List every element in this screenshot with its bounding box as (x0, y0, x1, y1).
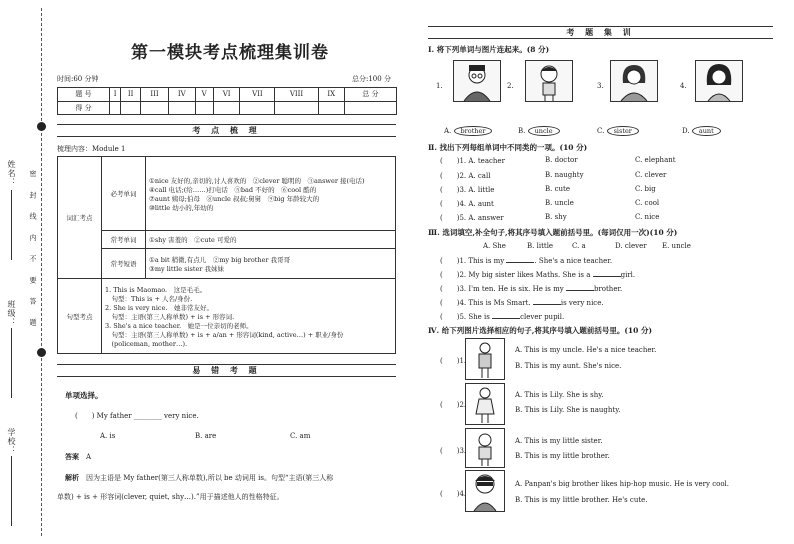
q3-row[interactable]: ( )5. She is clever pupil. (440, 313, 565, 321)
score-cell: VIII (275, 88, 318, 102)
q4-num[interactable]: ( )4. (440, 490, 467, 498)
score-cell: IX (318, 88, 344, 102)
total-score: 总分:100 分 (352, 75, 391, 83)
man-glasses-picture (453, 60, 501, 102)
score-input[interactable] (344, 101, 396, 115)
answer-blank (566, 290, 594, 291)
q2-option: C. big (635, 185, 656, 193)
phrase-line: ①a bit 稍微,有点儿 ②my big brother 我哥哥 (149, 255, 291, 264)
common-phrases-label: 常考短语 (102, 249, 146, 279)
q2-option: B. shy (545, 213, 567, 221)
word-oval: aunt (692, 126, 721, 136)
analysis-text: 单数) + is + 形容词(clever, quiet, shy…).”用于描述他人的性格特征。 (57, 493, 284, 501)
banner-text: 易 错 考 题 (188, 365, 264, 375)
banner-text: 考 题 集 训 (562, 27, 638, 37)
answer-label: 答案 (65, 452, 79, 461)
section-banner (428, 26, 773, 39)
mistake-option: B. are (195, 432, 217, 440)
score-cell: II (121, 88, 141, 102)
match-word[interactable]: C. sister (597, 126, 639, 136)
must-word-line: ⑩little 幼小的,年幼的 (149, 203, 214, 212)
must-words-cell (146, 157, 396, 231)
analysis-label: 解析 (65, 473, 79, 482)
word-bank-option: A. She (483, 242, 506, 250)
word-oval: uncle (528, 126, 560, 136)
binding-strip (0, 0, 52, 544)
score-input[interactable] (121, 101, 141, 115)
time-limit: 时间:60 分钟 (57, 75, 99, 83)
mistake-option: A. is (100, 432, 116, 440)
section2-title: Ⅱ. 找出下列每组单词中不同类的一项。(10 分) (428, 143, 588, 152)
banner-text: 考 点 梳 理 (188, 125, 264, 135)
q4-option: A. Panpan's big brother likes hip-hop music. He is very cool. (515, 480, 730, 488)
word-bank-option: D. clever (615, 242, 647, 250)
teacher-picture (465, 338, 505, 380)
q2-option: B. naughty (545, 171, 584, 179)
answer-value: A (86, 453, 92, 461)
answer-blank (506, 262, 534, 263)
little-child-picture (465, 428, 505, 468)
q2-option: C. cool (635, 199, 660, 207)
q2-row[interactable]: ( )5. A. answer (440, 214, 504, 222)
q2-row[interactable]: ( )2. A. call (440, 172, 491, 180)
score-cell: V (195, 88, 213, 102)
score-cell: 题 号 (58, 88, 110, 102)
grammar-line: 1. This is Maomao. 这是毛毛。 (105, 285, 207, 294)
section4-title: Ⅳ. 给下列图片选择相应的句子,将其序号填入题前括号里。(10 分) (428, 326, 652, 335)
q3-row[interactable]: ( )1. This is my . She's a nice teacher. (440, 257, 613, 265)
score-cell: VII (240, 88, 275, 102)
pic-number: 1. (436, 82, 443, 90)
score-cell: 总 分 (344, 88, 396, 102)
outline-content: 梳理内容：Module 1 (57, 145, 126, 153)
q4-option: B. This is my little brother. He's cute. (515, 496, 648, 504)
section1-title: Ⅰ. 将下列单词与图片连起来。(8 分) (428, 45, 550, 54)
analysis-row (65, 473, 333, 483)
q2-row[interactable]: ( )4. A. aunt (440, 200, 494, 208)
pic-number: 3. (597, 82, 604, 90)
score-table (57, 87, 397, 115)
grammar-cell (102, 279, 396, 354)
q2-row[interactable]: ( )1. A. teacher (440, 157, 505, 165)
school-field (11, 456, 12, 526)
binding-hole (37, 348, 46, 357)
q2-row[interactable]: ( )3. A. little (440, 186, 495, 194)
name-label: 姓名： (7, 160, 16, 187)
q4-option: B. This is Lily. She is naughty. (515, 406, 621, 414)
grammar-line: 3. She's a nice teacher. 她是一位亲切的老师。 (105, 321, 253, 330)
match-word[interactable]: A. brother (444, 126, 492, 136)
q4-num[interactable]: ( )3. (440, 447, 467, 455)
phrase-line: ③my little sister 我妹妹 (149, 264, 224, 273)
word-bank-option: C. a (572, 242, 586, 250)
must-word-line: ④call 电话;(给……)打电话 ⑤bad 不好的 ⑥cool 酷的 (149, 185, 317, 194)
common-phrases-cell (146, 249, 396, 279)
score-cell: III (140, 88, 168, 102)
word-bank-option: B. little (527, 242, 554, 250)
boy-picture (525, 60, 573, 102)
school-label: 学校： (7, 428, 16, 455)
mistake-option: C. am (290, 432, 311, 440)
cool-boy-picture (465, 470, 505, 512)
seal-warning: 密 封 线 内 不 要 答 题 (29, 170, 37, 332)
score-header-row (58, 88, 397, 102)
must-word-line: ⑦aunt 姨母;伯母 ⑧uncle 叔叔;舅舅 ⑨big 年龄较大的 (149, 194, 320, 203)
q3-row[interactable]: ( )3. I'm ten. He is six. He is my brother. (440, 285, 623, 293)
mistake-question: ( ) My father ________ very nice. (75, 412, 199, 420)
answer-blank (593, 276, 621, 277)
vocab-label: 词汇考点 (58, 157, 102, 279)
pic-number: 4. (680, 82, 687, 90)
score-cell: I (109, 88, 120, 102)
binding-dash-line (41, 8, 42, 536)
answer-blank (533, 304, 561, 305)
q2-option: C. elephant (635, 156, 676, 164)
score-cell: IV (168, 88, 195, 102)
score-input[interactable] (240, 101, 275, 115)
grammar-line: 2. She is very nice. 她非常友好。 (105, 303, 213, 312)
must-words-label: 必考单词 (102, 157, 146, 231)
answer-blank (492, 318, 520, 319)
q2-option: C. nice (635, 213, 660, 221)
q4-option: B. This is my aunt. She's nice. (515, 362, 622, 370)
must-word-line: ①nice 友好的,亲切的,讨人喜欢的 ②clever 聪明的 ③answer 接(电话) (149, 176, 365, 185)
score-input[interactable] (213, 101, 240, 115)
score-cell: VI (213, 88, 240, 102)
common-words: ①shy 害羞的 ②cute 可爱的 (146, 231, 396, 249)
q4-num[interactable]: ( )2. (440, 401, 467, 409)
q2-option: B. cute (545, 185, 570, 193)
score-input[interactable] (275, 101, 318, 115)
q3-row[interactable]: ( )4. This is Ms Smart. is very nice. (440, 299, 604, 307)
grammar-line: 句型：主语(第三人称单数) + is + 形容词. (105, 312, 235, 321)
q4-option: A. This is Lily. She is shy. (515, 391, 604, 399)
grammar-label: 句型考点 (58, 279, 102, 354)
score-input[interactable] (318, 101, 344, 115)
section3-title: Ⅲ. 选词填空,补全句子,将其序号填入题前括号里。(每词仅用一次)(10 分) (428, 228, 678, 237)
grammar-line: 句型：主语(第三人称单数) + is + a/an + 形容词(kind, active…) + 职业/身份 (105, 330, 344, 339)
q4-num[interactable]: ( )1. (440, 357, 467, 365)
girl-figure-picture (465, 383, 505, 425)
q4-option: B. This is my little brother. (515, 452, 610, 460)
section-banner (57, 364, 396, 377)
q4-option: A. This is my little sister. (515, 437, 603, 445)
class-label: 班级： (7, 300, 16, 327)
word-oval: sister (607, 126, 639, 136)
score-cell: 得 分 (58, 101, 110, 115)
grammar-line: (policeman, mother…). (105, 339, 188, 348)
word-bank-option: E. uncle (662, 242, 691, 250)
answer-row (65, 452, 91, 462)
common-words-label: 常考单词 (102, 231, 146, 249)
score-input[interactable] (140, 101, 168, 115)
q2-option: B. doctor (545, 156, 578, 164)
analysis-text: 因为主语是 My father(第三人称单数),所以 be 动词用 is。句型“主语(第三人称 (86, 474, 334, 482)
q2-option: B. uncle (545, 199, 574, 207)
score-input[interactable] (109, 101, 120, 115)
q2-option: C. clever (635, 171, 667, 179)
q4-option: A. This is my uncle. He's a nice teacher. (515, 346, 657, 354)
page-title: 第一模块考点梳理集训卷 (131, 43, 329, 63)
score-value-row (58, 101, 397, 115)
section-banner (57, 124, 396, 137)
grammar-line: 句型：This is + 人名/身份. (105, 294, 193, 303)
pic-number: 2. (507, 82, 514, 90)
q3-row[interactable]: ( )2. My big sister likes Maths. She is a girl. (440, 271, 636, 279)
mistake-heading: 单项选择。 (65, 391, 103, 400)
outline-table (57, 156, 396, 354)
class-field (11, 328, 12, 398)
binding-hole (37, 122, 46, 131)
name-field (11, 190, 12, 260)
score-input[interactable] (195, 101, 213, 115)
woman-picture (610, 60, 658, 102)
girl-picture (695, 60, 743, 102)
match-word[interactable]: D. aunt (682, 126, 721, 136)
score-input[interactable] (168, 101, 195, 115)
word-oval: brother (454, 126, 493, 136)
match-word[interactable]: B. uncle (518, 126, 560, 136)
